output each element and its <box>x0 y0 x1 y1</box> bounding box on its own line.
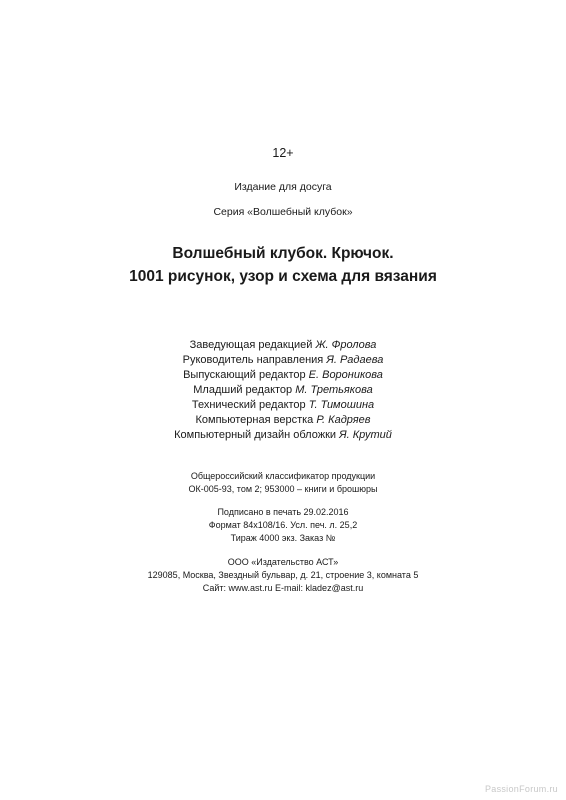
age-rating: 12+ <box>272 146 294 160</box>
staff-line: Заведующая редакцией Ж. Фролова <box>189 339 377 351</box>
book-title-line1: Волшебный клубок. Крючок. <box>172 245 394 262</box>
publisher-name: ООО «Издательство АСТ» <box>227 557 339 567</box>
staff-line: Руководитель направления Я. Радаева <box>182 354 384 366</box>
staff-line: Технический редактор Т. Тимошина <box>191 399 375 411</box>
staff-line: Компьютерный дизайн обложки Я. Крутий <box>174 429 392 441</box>
staff-line: Младший редактор М. Третьякова <box>193 384 373 396</box>
print-run: Тираж 4000 экз. Заказ № <box>230 533 336 543</box>
classifier-line2: ОК-005-93, том 2; 953000 – книги и брошюры <box>188 484 378 494</box>
classifier-line1: Общероссийский классификатор продукции <box>190 471 376 481</box>
staff-line: Компьютерная верстка Р. Кадряев <box>195 414 371 426</box>
publisher-address: 129085, Москва, Звездный бульвар, д. 21, строение 3, комната 5 <box>147 570 419 580</box>
format-info: Формат 84х108/16. Усл. печ. л. 25,2 <box>208 520 358 530</box>
signed-date: Подписано в печать 29.02.2016 <box>217 507 349 517</box>
book-title-line2: 1001 рисунок, узор и схема для вязания <box>129 268 437 285</box>
edition-type: Издание для досуга <box>234 181 332 193</box>
staff-line: Выпускающий редактор Е. Ворoникова <box>183 369 383 381</box>
watermark: PassionForum.ru <box>484 784 558 794</box>
publisher-contacts: Сайт: www.ast.ru E-mail: kladez@ast.ru <box>202 583 364 593</box>
series-name: Серия «Волшебный клубок» <box>213 206 353 218</box>
